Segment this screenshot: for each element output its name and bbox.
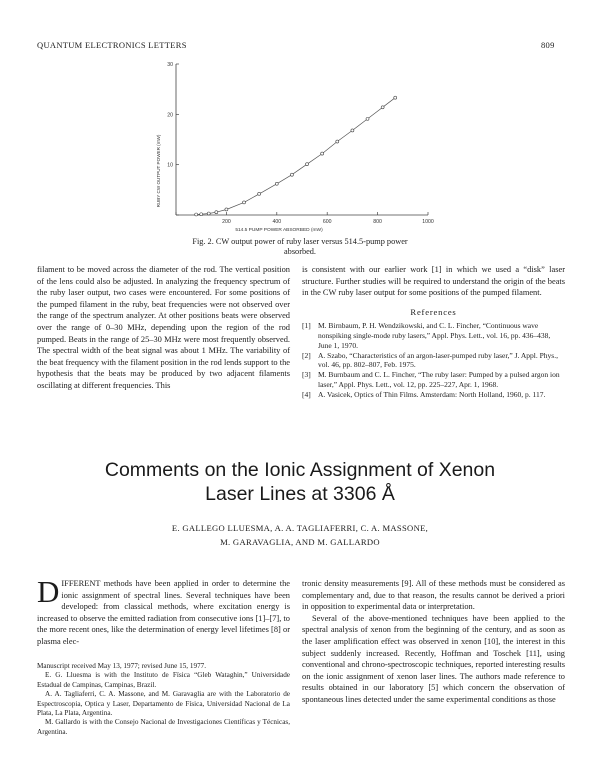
article-title-line2: Laser Lines at 3306 Å <box>205 483 395 505</box>
reference-text: A. Szabo, “Characteristics of an argon-laser-pumped ruby laser,” J. Appl. Phys., vol. 46, pp. 802–807, Feb. 1975. <box>318 350 558 370</box>
references-list <box>302 321 565 399</box>
figure-caption-line2: absorbed. <box>283 246 317 256</box>
author-affiliation-note: A. A. Tagliaferri, C. A. Massone, and M. Garavaglia are with the Laboratorio de Espectroscopia, Optica y Laser, Departamento de Física, Universidad Nacional de La Plata, La Plata, Argentina. <box>37 690 290 718</box>
footnotes <box>37 662 290 737</box>
article-left-column <box>37 574 290 648</box>
x-tick-label: 600 <box>322 219 332 225</box>
references-heading: References <box>410 306 457 317</box>
figure-caption-line1: Fig. 2. CW output power of ruby laser versus 514.5-pump power <box>192 237 408 246</box>
y-tick-label: 30 <box>167 62 173 68</box>
chart-axes <box>176 64 428 215</box>
paragraph: Several of the above-mentioned techniques have been applied to the spectral analysis of xenon from the beginning of the century, and as soon as the laser amplification effect was observed in xenon [10], the interest in this subject suddenly increased. Recently, Hoffman and Toschek [11], using conventional and chrono-spectroscopic techniques, reported interesting results on the ionic assignment of xenon laser lines. The authors made reference to results obtained in our laboratory [5] which concern the observation of spontaneous lines detected under the same experimental conditions as those <box>302 613 565 704</box>
chart-x-label: 514.5 PUMP POWER ABSORBED (mW) <box>235 228 323 233</box>
data-point <box>366 117 369 120</box>
page-number: 809 <box>541 40 555 50</box>
chart-points <box>195 96 397 216</box>
series-line <box>196 98 395 215</box>
chart-y-label: RUBY CW OUTPUT POWER (mW) <box>156 134 161 208</box>
data-point <box>290 173 293 176</box>
data-point <box>336 140 339 143</box>
x-tick-label: 1000 <box>422 219 434 225</box>
paragraph: tronic density measurements [9]. All of these methods must be considered as complementary and, due to that reason, the results cannot be derived a priori in opposition to experimental data or interpretation. <box>302 579 565 612</box>
author-affiliation-note: M. Gallardo is with the Consejo Nacional de Investigaciones Científicas y Técnicas, Argentina. <box>37 718 290 736</box>
paragraph: IFFERENT methods have been applied in order to determine the ionic assignment of spectral lines. Several techniques have been developed: from classical methods, where excitation energy is increased to observe the emitted radiation from consecutive ions [1]–[7], to the more recent ones, like the determination of energy level lifetimes [8] or plasma elec- <box>37 579 290 646</box>
left-column-text <box>37 264 290 392</box>
x-tick-label: 200 <box>222 219 231 225</box>
right-column-text <box>302 264 565 400</box>
reference-text: M. Burnbaum and C. L. Fincher, “The ruby laser: Pumped by a pulsed argon ion laser,” Appl. Phys. Lett., vol. 12, pp. 225–227, Apr. 1, 1968. <box>318 370 560 389</box>
chart-ticks <box>167 62 434 225</box>
reference-number: [1] <box>302 321 311 331</box>
reference-text: M. Birnbaum, P. H. Wendzikowski, and C. L. Fincher, “Continuous wave nonspiking single-mode ruby lasers,” Appl. Phys. Lett., vol. 16, pp. 436–438, June 1, 1970. <box>318 321 551 350</box>
data-point <box>225 208 228 211</box>
y-tick-label: 20 <box>167 112 173 119</box>
data-point <box>243 201 246 204</box>
x-tick-label: 800 <box>373 219 382 225</box>
authors-line2: M. GARAVAGLIA, AND M. GALLARDO <box>220 537 380 547</box>
article-title <box>0 458 600 506</box>
data-point <box>394 96 397 99</box>
reference-item <box>302 351 565 370</box>
article-right-column <box>302 578 565 706</box>
author-list <box>0 521 600 549</box>
data-point <box>195 213 198 216</box>
reference-number: [3] <box>302 370 311 380</box>
reference-item <box>302 390 565 400</box>
output-power-chart <box>140 58 450 236</box>
author-affiliation-note: E. G. Lluesma is with the Instituto de Física “Gleb Wataghin,” Universidade Estadual de Campinas, Campinas, Brazil. <box>37 671 290 689</box>
y-tick-label: 10 <box>167 162 173 169</box>
reference-item <box>302 321 565 350</box>
reference-number: [2] <box>302 350 311 360</box>
authors-line1: E. GALLEGO LLUESMA, A. A. TAGLIAFERRI, C. A. MASSONE, <box>171 523 429 533</box>
article-title-line1: Comments on the Ionic Assignment of Xenon <box>104 459 496 481</box>
data-point <box>207 212 210 215</box>
data-point <box>215 211 218 214</box>
reference-item <box>302 370 565 389</box>
reference-number: [4] <box>302 390 311 400</box>
data-point <box>321 152 324 155</box>
paragraph: filament to be moved across the diameter of the rod. The vertical position of the lens could also be adjusted. In analyzing the frequency spectrum of the ruby laser output, two cases were encountered. For some positions of the pumped filament in the ruby, beat frequencies were not observed over the range of the spectrum analyzer. At other positions beats were observed over the range of 0–30 MHz, depending upon the region of the rod pumped. Beats in the range of 25–30 MHz were most frequently observed. The spectral width of the beat signal was about 1 MHz. The variability of the beat frequency with the filament position in the rod lends support to the hypothesis that the beats may be produced by two adjacent filaments oscillating at different frequencies. This <box>37 265 290 390</box>
paragraph: is consistent with our earlier work [1] in which we used a “disk” laser structure. Further studies will be required to understand the origin of the beats in the CW ruby laser output for some positions of the pumped filament. <box>302 265 565 298</box>
manuscript-received-note: Manuscript received May 13, 1977; revised June 15, 1977. <box>37 662 207 670</box>
data-point <box>200 213 203 216</box>
reference-text: A. Vasicek, Optics of Thin Films. Amsterdam: North Holland, 1960, p. 117. <box>318 390 546 400</box>
figure-caption <box>0 237 600 257</box>
x-tick-label: 400 <box>272 219 282 225</box>
data-point <box>306 163 309 166</box>
data-point <box>275 182 278 185</box>
data-point <box>381 106 384 109</box>
running-header-journal: QUANTUM ELECTRONICS LETTERS <box>37 40 187 50</box>
data-point <box>258 192 261 195</box>
data-point <box>351 129 354 132</box>
chart-series <box>196 98 395 215</box>
drop-cap: D <box>37 574 60 609</box>
